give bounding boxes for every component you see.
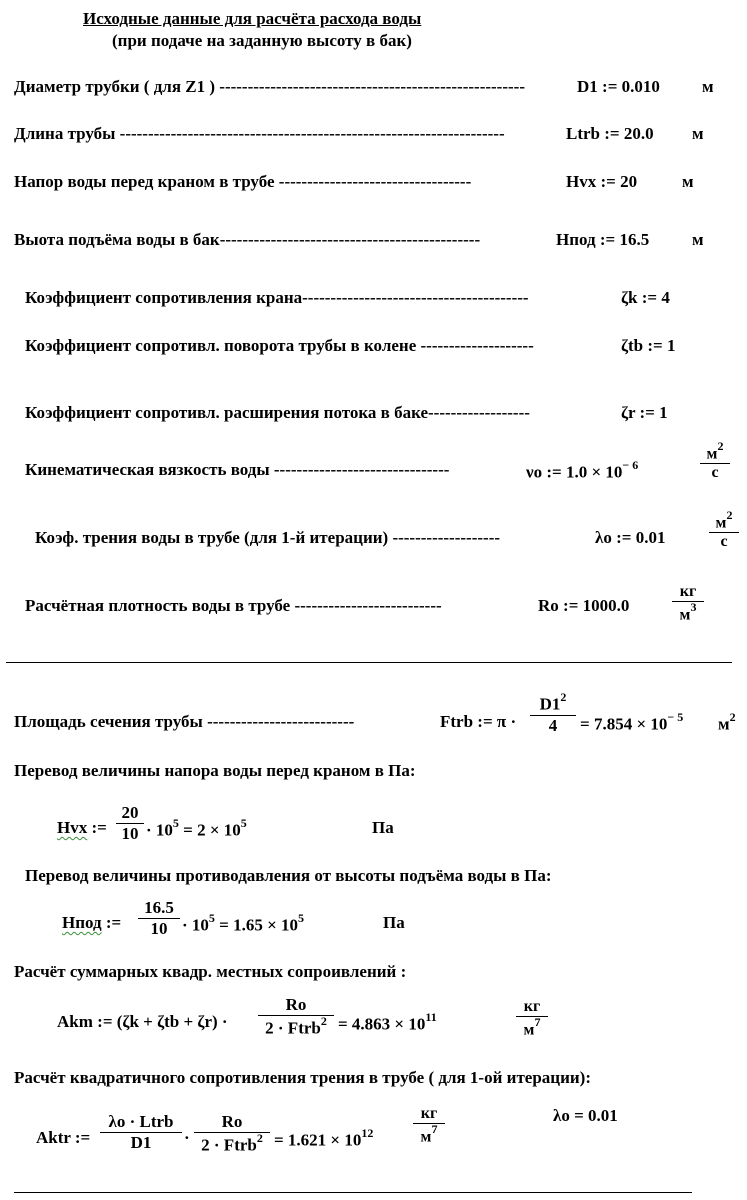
- area-unit: $м^2$: [718, 710, 736, 734]
- area-label: Площадь сечения трубы --------------------------: [14, 712, 355, 731]
- density-value: Ro := 1000.0: [538, 596, 630, 615]
- viscosity-unit: $м^2$ с: [700, 441, 730, 482]
- input-unit-hvx: м: [682, 172, 694, 191]
- input-value-ztb: ζtb := 1: [621, 336, 676, 355]
- input-row-ltrb: Длина трубы --------------------------------------------------------------------: [14, 124, 505, 143]
- head-unit: Па: [372, 818, 394, 837]
- aktr-fraction-1: λo · Ltrb D1: [100, 1112, 182, 1153]
- bottom-divider: [14, 1192, 692, 1193]
- input-value-zr: ζr := 1: [621, 403, 668, 422]
- input-row-d1: [14, 77, 525, 97]
- aktr-unit: кг $м^7$: [413, 1105, 445, 1146]
- head-fraction: $\frac{20}{10}$: [116, 803, 144, 844]
- aktr-fraction-2: Ro 2 · Ftrb$^2$: [194, 1112, 270, 1156]
- input-label: Диаметр трубки ( для Z1 ) ------------------------------------------------------: [14, 77, 525, 96]
- local-heading: Расчёт суммарных квадр. местных сопроивлений :: [14, 962, 407, 981]
- input-value-d1: D1 := 0.010: [577, 77, 660, 96]
- input-value-hpod: Hпод := 16.5: [556, 230, 650, 249]
- input-value-hvx: Hvx := 20: [566, 172, 638, 191]
- page-subtitle: (при подаче на заданную высоту в бак): [112, 31, 412, 50]
- area-fraction: $\frac{D1^2}{4}$: [530, 692, 576, 736]
- density-label: Расчётная плотность воды в трубе --------------------------: [25, 596, 442, 615]
- friction-label: Коэф. трения воды в трубе (для 1-й итерации) -------------------: [35, 528, 501, 547]
- fric-heading: Расчёт квадратичного сопротивления трения в трубе ( для 1-ой итерации):: [14, 1068, 591, 1087]
- input-unit-d1: м: [702, 77, 714, 96]
- akm-fraction: Ro 2 · Ftrb$^2$: [258, 995, 334, 1039]
- back-fraction: $\frac{16.5}{10}$: [138, 898, 180, 939]
- back-var: Hпод :=: [62, 913, 122, 932]
- page-title: Исходные данные для расчёта расхода воды: [83, 9, 422, 28]
- back-result: · $10^5 = 1.65 \times 10^5$: [182, 911, 305, 935]
- input-row-zr: Коэффициент сопротивл. расширения потока в баке------------------: [25, 403, 530, 422]
- input-unit-hpod: м: [692, 230, 704, 249]
- input-value-ltrb: Ltrb := 20.0: [566, 124, 654, 143]
- input-row-hvx: Напор воды перед краном в трубе ----------------------------------: [14, 172, 472, 191]
- input-unit-ltrb: м: [692, 124, 704, 143]
- input-row-ztb: Коэффициент сопротивл. поворота трубы в колене --------------------: [25, 336, 534, 355]
- input-row-zk: Коэффициент сопротивления крана----------------------------------------: [25, 288, 529, 307]
- input-row-hpod: Выота подъёма воды в бак----------------------------------------------: [14, 230, 481, 249]
- akm-unit: кг $м^7$: [516, 998, 548, 1039]
- area-lhs: Ftrb := π ·: [440, 712, 517, 731]
- friction-value: λo := 0.01: [595, 528, 666, 547]
- akm-result: = $4.863 \times 10^{11}$: [338, 1010, 437, 1034]
- area-result: = $7.854 \times 10^{- 5}$: [580, 710, 684, 734]
- back-heading: Перевод величины противодавления от высоты подъёма воды в Па:: [25, 866, 552, 885]
- head-result: · $10^5 = 2 \times 10^5$: [146, 816, 247, 840]
- input-value-zk: ζk := 4: [621, 288, 670, 307]
- aktr-dot: ·: [184, 1128, 190, 1147]
- akm-lhs: Akm := (ζk + ζtb + ζr) ·: [57, 1012, 228, 1031]
- head-heading: Перевод величины напора воды перед краном в Па:: [14, 761, 416, 780]
- aktr-lhs: Aktr :=: [36, 1128, 91, 1147]
- head-var: Hvx :=: [57, 818, 107, 837]
- back-unit: Па: [383, 913, 405, 932]
- friction-unit: $м^2$ с: [709, 510, 739, 551]
- aktr-side-note: λo = 0.01: [553, 1106, 618, 1125]
- section-divider: [6, 662, 732, 663]
- density-unit: кг $м^3$: [672, 583, 704, 624]
- aktr-result: = $1.621 \times 10^{12}$: [274, 1126, 374, 1150]
- viscosity-label: Кинематическая вязкость воды -------------------------------: [25, 460, 450, 479]
- viscosity-value: νo := $1.0 \times 10^{- 6}$: [526, 458, 639, 482]
